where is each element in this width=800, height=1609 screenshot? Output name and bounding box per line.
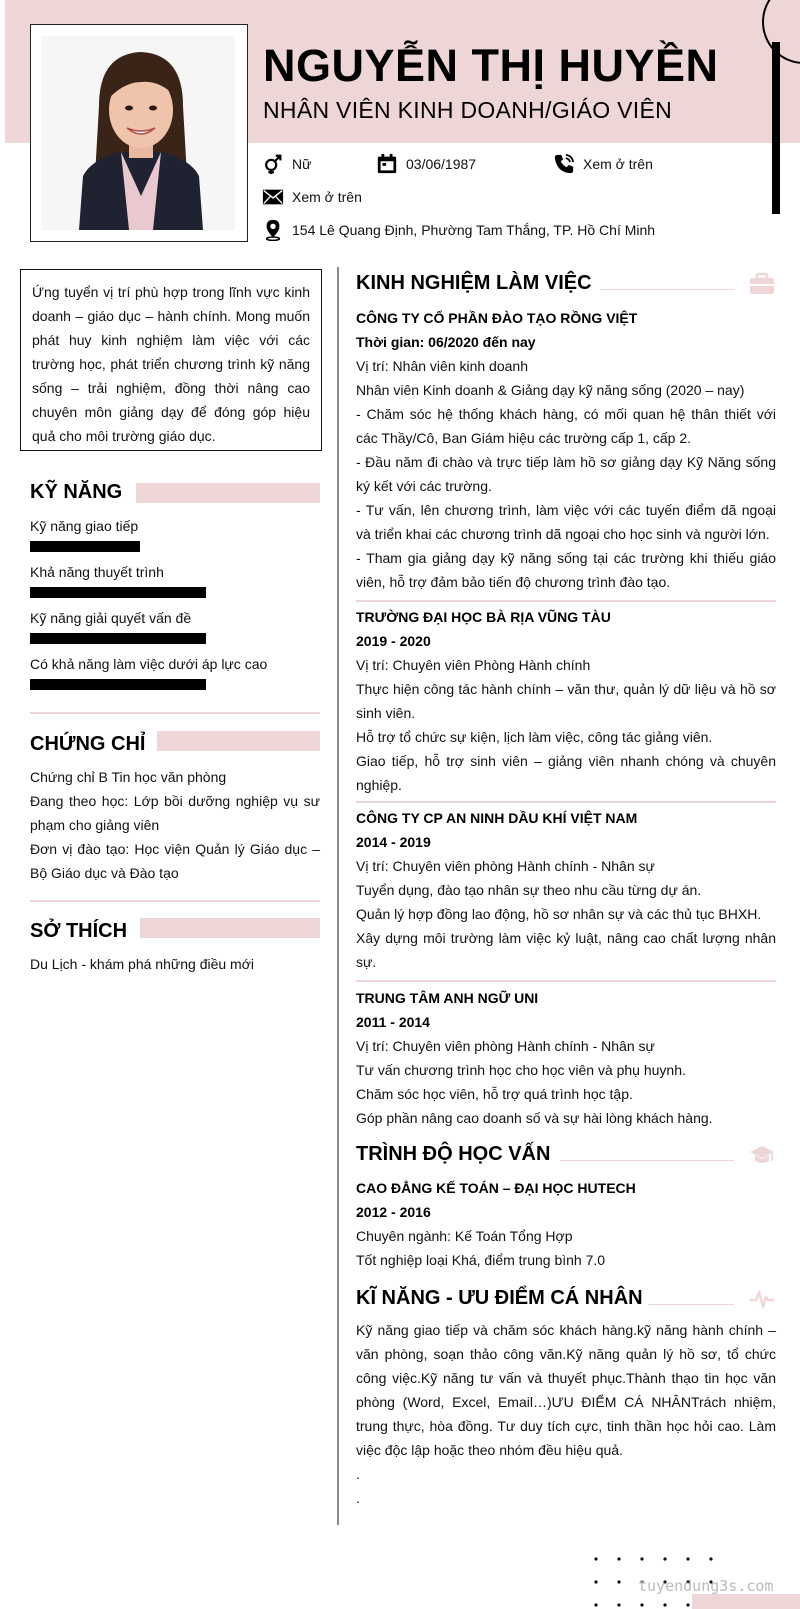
- experience-title-line: [600, 289, 734, 290]
- certificate-item: Đang theo học: Lớp bồi dưỡng nghiệp vụ sư phạm cho giảng viên: [30, 793, 320, 833]
- job-line: - Chăm sóc hệ thống khách hàng, có mối quan hệ thân thiết với các Thầy/Cô, Ban Giám hiệu các trường cấp 1, cấp 2.: [356, 406, 776, 446]
- education-title: TRÌNH ĐỘ HỌC VẤN: [356, 1143, 551, 1165]
- section-divider: [30, 900, 320, 902]
- personal-entry: [356, 1318, 776, 1510]
- graduation-cap-icon: [749, 1142, 775, 1168]
- avatar: [41, 36, 235, 230]
- job-line: Giao tiếp, hỗ trợ sinh viên – giảng viên nhanh chóng và chuyên nghiệp.: [356, 753, 776, 793]
- experience-title: KINH NGHIỆM LÀM VIỆC: [356, 272, 592, 294]
- personal-title: KĨ NĂNG - ƯU ĐIỂM CÁ NHÂN: [356, 1287, 643, 1309]
- job-company: CÔNG TY CP AN NINH DẦU KHÍ VIỆT NAM: [356, 810, 638, 826]
- job-company: TRUNG TÂM ANH NGỮ UNI: [356, 990, 539, 1006]
- hobbies-text: Du Lịch - khám phá những điều mới: [30, 956, 254, 972]
- skill-label: Khả năng thuyết trình: [30, 564, 164, 580]
- job-time: 2014 - 2019: [356, 834, 431, 850]
- job-line: Nhân viên Kinh doanh & Giảng dạy kỹ năng sống (2020 – nay): [356, 382, 745, 398]
- job-line: Chăm sóc học viên, hỗ trợ quá trình học tập.: [356, 1086, 633, 1102]
- job-line: Thực hiện công tác hành chính – văn thư, quản lý dữ liệu và hồ sơ sinh viên.: [356, 681, 776, 721]
- skill-level-bar: [30, 587, 206, 598]
- job-separator: [356, 600, 776, 602]
- address-value: 154 Lê Quang Định, Phường Tam Thắng, TP. Hồ Chí Minh: [292, 222, 656, 238]
- personal-dot: .: [356, 1466, 360, 1482]
- education-time: 2012 - 2016: [356, 1204, 431, 1220]
- gender-value: Nữ: [292, 156, 312, 172]
- heartbeat-icon: [749, 1286, 775, 1312]
- section-divider: [30, 712, 320, 714]
- info-phone: [553, 153, 653, 175]
- job-line: - Tham gia giảng dạy kỹ năng sống tại các trường khi thiếu giáo viên, hỗ trợ đảm bảo tiến độ chương trình đào tạo.: [356, 550, 776, 590]
- education-school: CAO ĐẲNG KẾ TOÁN – ĐẠI HỌC HUTECH: [356, 1180, 636, 1196]
- certificates-title-bar: [157, 731, 320, 751]
- info-gender: [262, 153, 311, 175]
- job-entry: [356, 306, 776, 594]
- personal-title-line: [648, 1304, 734, 1305]
- calendar-icon: [376, 153, 398, 175]
- job-company: TRƯỜNG ĐẠI HỌC BÀ RỊA VŨNG TÀU: [356, 609, 611, 625]
- job-separator: [356, 980, 776, 982]
- job-line: Góp phần nâng cao doanh số và sự hài lòng khách hàng.: [356, 1110, 713, 1126]
- info-address: [262, 219, 655, 241]
- job-time: Thời gian: 06/2020 đến nay: [356, 334, 536, 350]
- job-entry: [356, 986, 776, 1130]
- email-value: Xem ở trên: [292, 189, 362, 205]
- phone-icon: [553, 153, 575, 175]
- job-entry: [356, 605, 776, 797]
- job-line: Tư vấn chương trình học cho học viên và phụ huynh.: [356, 1062, 686, 1078]
- education-line: Tốt nghiệp loại Khá, điểm trung bình 7.0: [356, 1252, 606, 1268]
- info-birthday: [376, 153, 476, 175]
- skill-label: Kỹ năng giao tiếp: [30, 518, 139, 534]
- skill-label: Kỹ năng giải quyết vấn đề: [30, 610, 192, 626]
- education-line: Chuyên ngành: Kế Toán Tổng Hợp: [356, 1228, 573, 1244]
- personal-dot: .: [356, 1490, 360, 1506]
- job-line: Vị trí: Chuyên viên phòng Hành chính - Nhân sự: [356, 1038, 655, 1054]
- skill-label: Có khả năng làm việc dưới áp lực cao: [30, 656, 268, 672]
- birthday-value: 03/06/1987: [406, 156, 477, 172]
- corner-decoration: [692, 1594, 800, 1609]
- skills-title-bar: [136, 483, 320, 503]
- certificate-item: Đơn vị đào tạo: Học viện Quản lý Giáo dục – Bộ Giáo dục và Đào tạo: [30, 841, 320, 881]
- job-entry: [356, 806, 776, 974]
- job-line: Xây dựng môi trường làm việc kỷ luật, nâng cao chất lượng nhân sự.: [356, 930, 776, 970]
- skills-title: KỸ NĂNG: [30, 481, 123, 503]
- column-divider: [337, 267, 339, 1525]
- job-line: Vị trí: Chuyên viên phòng Hành chính - Nhân sự: [356, 858, 655, 874]
- job-time: 2019 - 2020: [356, 633, 431, 649]
- candidate-title: NHÂN VIÊN KINH DOANH/GIÁO VIÊN: [263, 97, 673, 123]
- email-icon: [262, 186, 284, 208]
- briefcase-icon: [749, 271, 775, 297]
- candidate-name: NGUYỄN THỊ HUYỀN: [263, 40, 719, 91]
- certificates-title: CHỨNG CHỈ: [30, 733, 146, 755]
- skill-level-bar: [30, 633, 206, 644]
- location-icon: [262, 219, 284, 241]
- job-separator: [356, 801, 776, 803]
- job-line: Vị trí: Nhân viên kinh doanh: [356, 358, 528, 374]
- career-objective: Ứng tuyển vị trí phù hợp trong lĩnh vực kinh doanh – giáo dục – hành chính. Mong muốn phát huy kinh nghiệm làm việc với các trường học, phát triển chương trình kỹ năng sống – trải nghiệm, đồng thời nâng cao chuyên môn giảng dạy để đóng góp hiệu quả cho môi trường giáo dục.: [20, 269, 322, 451]
- job-company: CÔNG TY CỔ PHẦN ĐÀO TẠO RỒNG VIỆT: [356, 310, 638, 326]
- watermark: tuyendung3s.com: [638, 1577, 774, 1595]
- education-title-line: [560, 1160, 734, 1161]
- job-time: 2011 - 2014: [356, 1014, 430, 1030]
- phone-value: Xem ở trên: [583, 156, 653, 172]
- info-email: [262, 186, 362, 208]
- decorative-bar: [772, 42, 780, 214]
- hobbies-title: SỞ THÍCH: [30, 920, 128, 942]
- job-line: Quản lý hợp đồng lao động, hồ sơ nhân sự và các thủ tục BHXH.: [356, 906, 762, 922]
- job-line: - Đầu năm đi chào và trực tiếp làm hồ sơ giảng dạy Kỹ Năng sống ký kết với các trường.: [356, 454, 776, 494]
- job-line: - Tư vấn, lên chương trình, làm việc với các tuyến điểm dã ngoại và triển khai các chương trình dã ngoại cho học sinh và người lớn.: [356, 502, 776, 542]
- certificate-item: Chứng chỉ B Tin học văn phòng: [30, 769, 227, 785]
- job-line: Hỗ trợ tổ chức sự kiện, lịch làm việc, công tác giảng viên.: [356, 729, 713, 745]
- hobbies-title-bar: [140, 918, 320, 938]
- job-line: Vị trí: Chuyên viên Phòng Hành chính: [356, 657, 591, 673]
- personal-text: Kỹ năng giao tiếp và chăm sóc khách hàng.kỹ năng hành chính – văn phòng, soạn thảo công văn.Kỹ năng quản lý hồ sơ, tổ chức công việc.Kỹ năng tư vấn và thuyết phục.Thành thạo tin học văn phòng (Word, Excel, Email…)ƯU ĐIỂM CÁ NHÂNTrách nhiệm, trung thực, hòa đồng. Tư duy tích cực, tinh thần học hỏi cao. Làm việc độc lập hoặc theo nhóm đều hiệu quả.: [356, 1322, 776, 1458]
- skill-level-bar: [30, 541, 140, 552]
- gender-icon: [262, 153, 284, 175]
- skill-level-bar: [30, 679, 206, 690]
- education-entry: [356, 1176, 776, 1272]
- job-line: Tuyển dụng, đào tạo nhân sự theo nhu cầu từng dự án.: [356, 882, 702, 898]
